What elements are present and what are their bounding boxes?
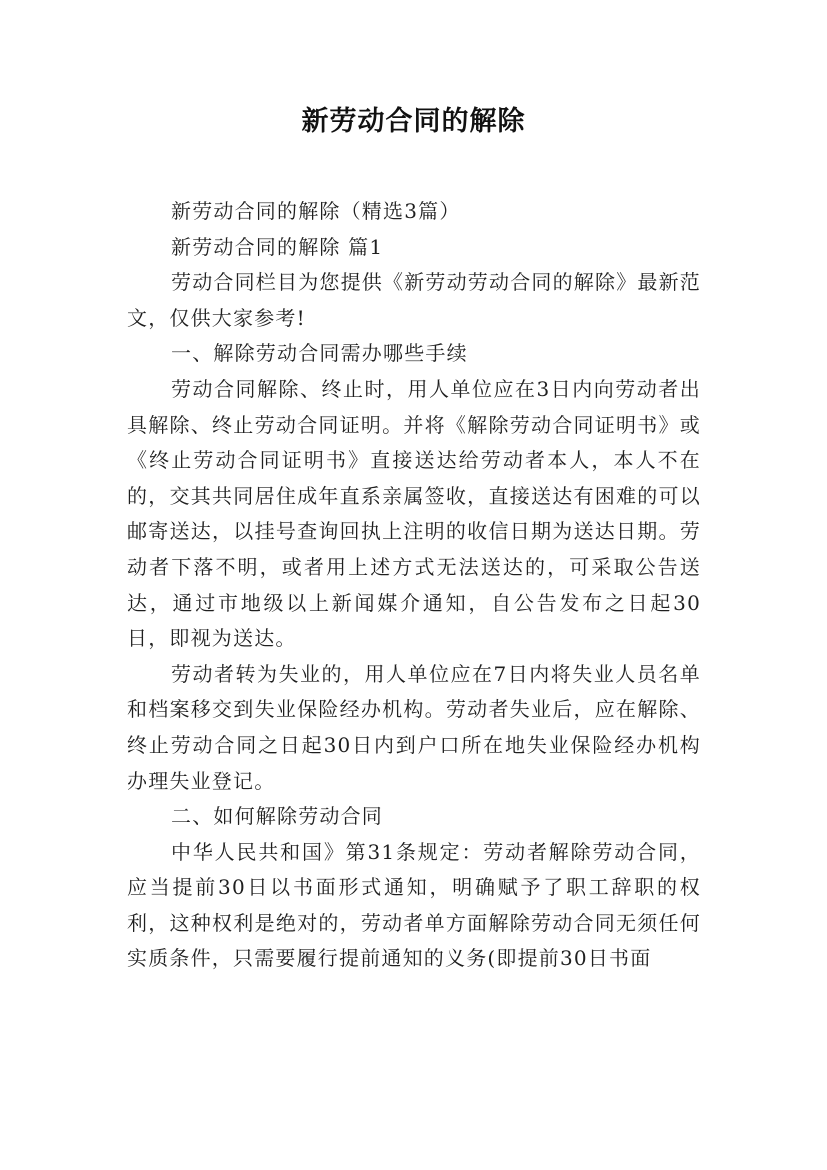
document-body [127, 194, 701, 977]
paragraph-heading-1: 一、解除劳动合同需办哪些手续 [171, 341, 468, 366]
paragraph-body: 中华人民共和国》第31条规定：劳动者解除劳动合同，应当提前30日以书面形式通知，明确赋予了职工辞职的权利，这种权利是绝对的，劳动者单方面解除劳动合同无须任何实质条件，只需要履行提前通知的义务(即提前30日书面 [127, 839, 701, 971]
paragraph-body: 劳动者转为失业的，用人单位应在7日内将失业人员名单和档案移交到失业保险经办机构。劳动者失业后，应在解除、终止劳动合同之日起30日内到户口所在地失业保险经办机构办理失业登记。 [127, 661, 701, 793]
paragraph-intro: 劳动合同栏目为您提供《新劳动劳动合同的解除》最新范文，仅供大家参考! [127, 270, 701, 330]
document-title: 新劳动合同的解除 [301, 106, 526, 137]
paragraph-heading-2: 二、如何解除劳动合同 [171, 804, 383, 829]
paragraph-section-label: 新劳动合同的解除 篇1 [171, 234, 384, 259]
paragraph-subtitle: 新劳动合同的解除（精选3篇） [171, 199, 461, 223]
paragraph-body: 劳动合同解除、终止时，用人单位应在3日内向劳动者出具解除、终止劳动合同证明。并将《解除劳动合同证明书》或《终止劳动合同证明书》直接送达给劳动者本人，本人不在的，交其共同居住成年直系亲属签收，直接送达有困难的可以邮寄送达，以挂号查询回执上注明的收信日期为送达日期。劳动者下落不明，或者用上述方式无法送达的，可采取公告送达，通过市地级以上新闻媒介通知，自公告发布之日起30日，即视为送达。 [127, 376, 701, 651]
